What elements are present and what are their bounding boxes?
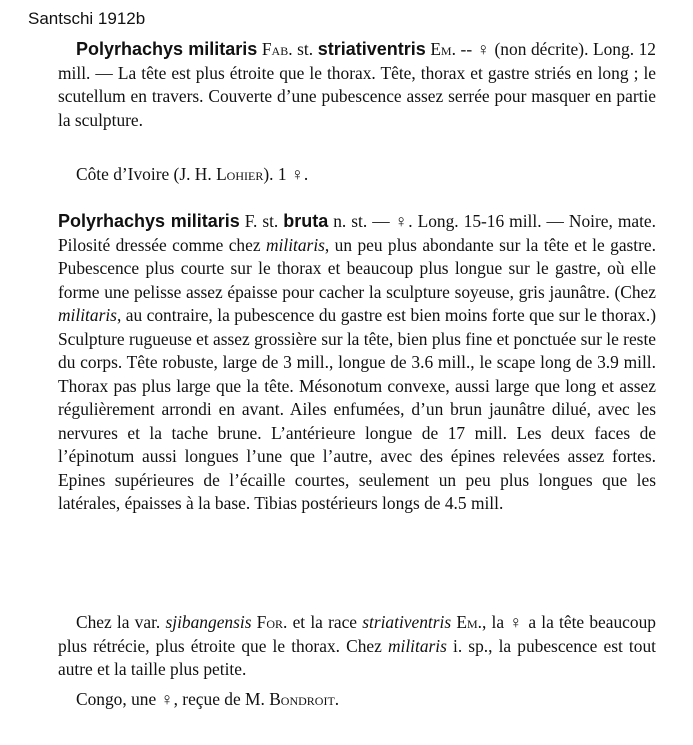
- entry2-locality: [58, 688, 656, 712]
- entry1-subspecies: striativentris: [317, 39, 426, 59]
- entry1-genus: Polyrhachys militaris: [76, 39, 258, 59]
- comparison-end: , la pubescence est tout autre et la taille plus petite.: [58, 635, 656, 679]
- entry2-genus: Polyrhachys militaris: [58, 211, 240, 231]
- entry1-locality: [58, 163, 656, 187]
- comparison-author2: Em.: [451, 612, 482, 632]
- comparison-race: striativentris: [362, 612, 452, 632]
- comparison-text: , la ♀ a la tête beaucoup plus rétrécie, plus étroite que le thorax. Chez: [58, 612, 656, 656]
- entry2-locality-pre: Congo, une ♀, reçue de M.: [76, 689, 270, 709]
- comparison-variety: sjibangensis: [165, 612, 252, 632]
- comparison-pre: Chez la var.: [76, 612, 166, 632]
- comparison-author1: For.: [251, 612, 288, 632]
- entry1-author2: Em.: [430, 39, 456, 59]
- entry1-locality-pre: Côte d’Ivoire (J. H.: [76, 164, 217, 184]
- comparison-mid: et la race: [287, 612, 363, 632]
- entry2-locality-end: .: [334, 689, 340, 709]
- entry2-author: F. st.: [239, 211, 284, 231]
- entry2-collector: Bondroit: [269, 689, 335, 709]
- entry2-comparison: [58, 611, 656, 682]
- entry1-collector: Lohier: [216, 164, 264, 184]
- entry1-separator: --: [455, 39, 477, 59]
- entry2-desc1: , un peu plus abondante sur la tête et le gastre. Pubescence plus courte sur le thorax et beaucoup plus longue sur le gastre, où elle forme une pelisse assez épaisse pour cacher la sculpture soyeuse, gris jaunâtre. (Chez: [58, 234, 656, 302]
- citation-header: Santschi 1912b: [28, 9, 146, 28]
- entry2-status: n. st. — ♀. Long. 15-16 mill. — Noire, mate. Pilosité dressée comme chez: [58, 211, 656, 255]
- entry2-ref2: militaris: [58, 305, 117, 325]
- entry2-paragraph: [58, 210, 656, 516]
- entry2-subspecies: bruta: [283, 211, 329, 231]
- entry1-paragraph: [58, 38, 656, 132]
- comparison-ref: militaris: [387, 635, 447, 656]
- entry1-description: ♀ (non décrite). Long. 12 mill. — La tête est plus étroite que le thorax. Tête, thorax et gastre striés en long ; le scutellum en travers. Couverte d’une pubescence assez serrée pour masquer en partie la sculpture.: [58, 39, 656, 130]
- entry1-locality-post: ). 1 ♀.: [263, 164, 309, 184]
- entry2-desc2: , au contraire, la pubescence du gastre est bien moins forte que sur le thorax.) Sculpture rugueuse et assez grossière sur la tête, bien plus fine et ponctuée sur le reste du corps. Tête robuste, large de 3 mill., longue de 3.6 mill., le scape long de 3.9 mill. Thorax pas plus large que la tête. Mésonotum convexe, aussi large que long et assez régulièrement arrondi en avant. Ailes enfumées, d’un brun jaunâtre dilué, avec les nervures et la tache brune. L’antérieure longue de 17 mill. Les deux faces de l’épinotum aussi longues l’une que l’autre, avec des épines relevées assez fortes. Epines supérieures de l’écaille courtes, seulement un peu plus longues que les latérales, épaisses à la base. Tibias postérieurs longs de 4.5 mill.: [58, 305, 656, 513]
- comparison-isp: i. sp.: [446, 635, 489, 656]
- entry1-rank: st.: [292, 39, 318, 59]
- entry1-author1: Fab.: [261, 39, 293, 59]
- entry2-ref1: militaris: [265, 234, 325, 255]
